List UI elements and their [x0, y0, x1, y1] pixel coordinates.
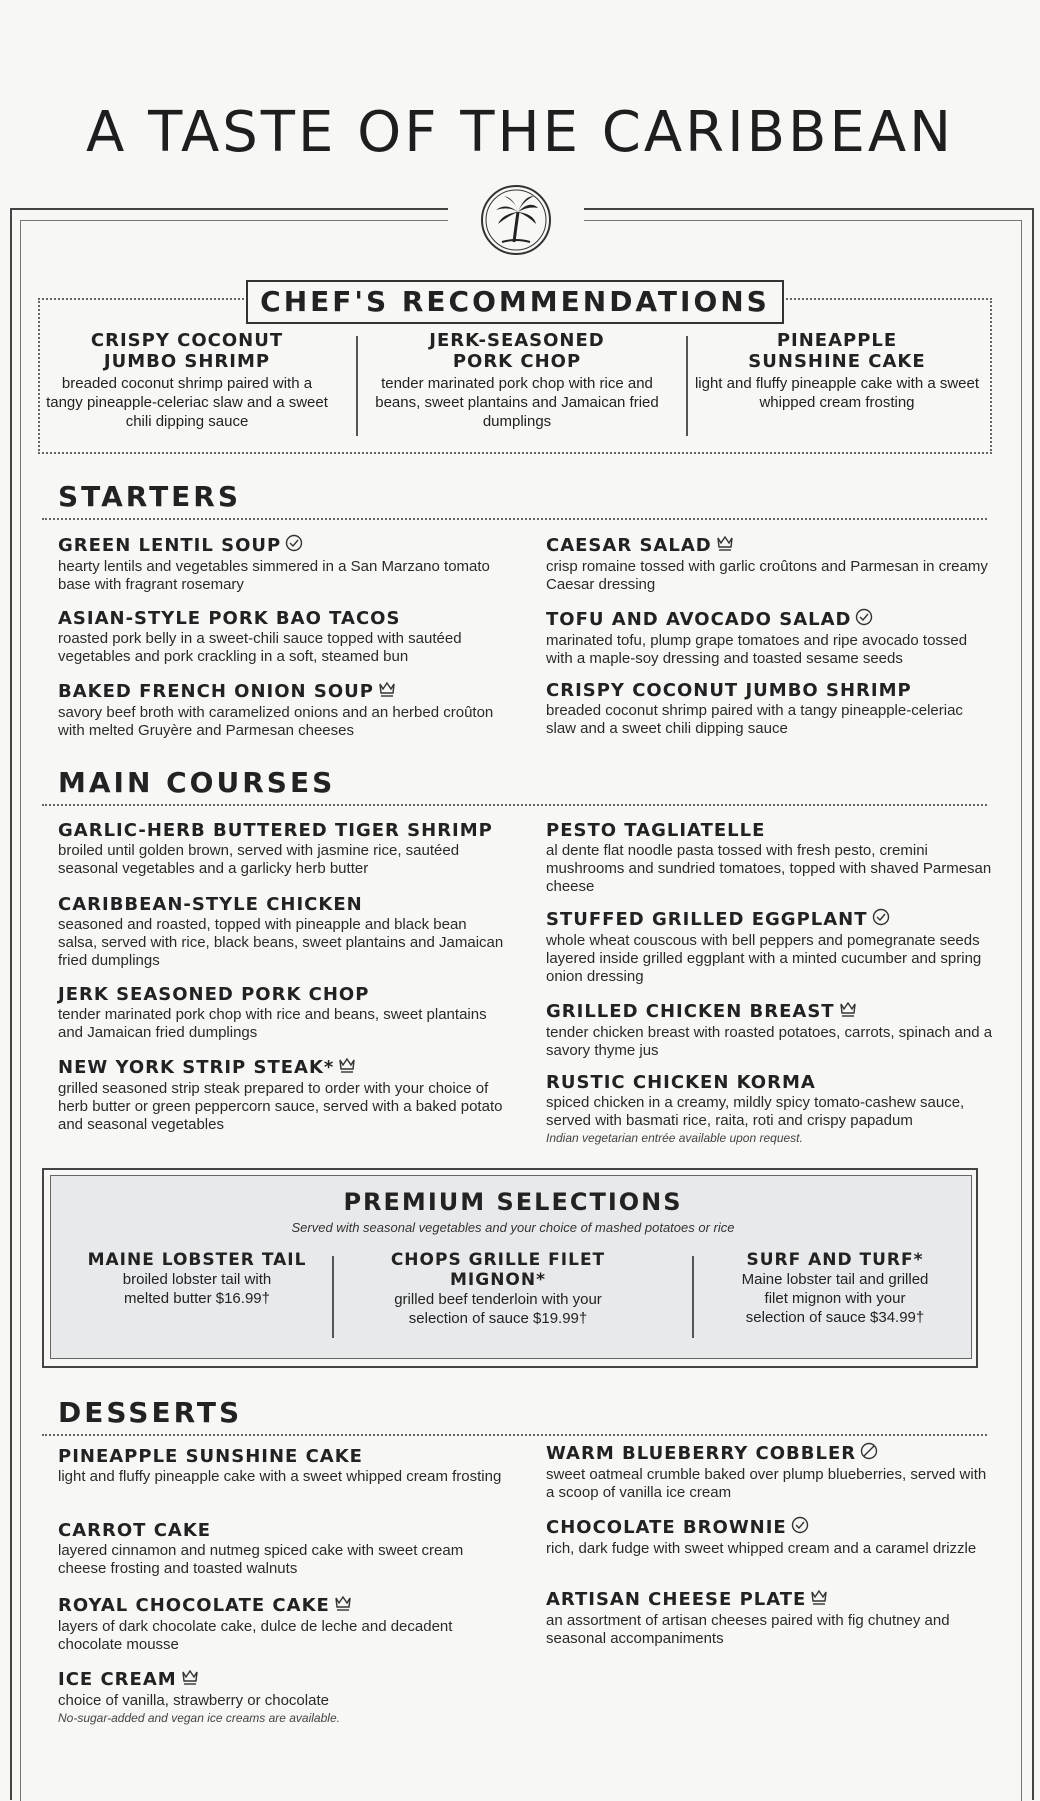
column-divider: [332, 1256, 334, 1338]
royal-classic-icon: [839, 1000, 857, 1024]
column-divider: [356, 336, 358, 436]
menu-item-desc: layers of dark chocolate cake, dulce de leche and decadent chocolate mousse: [58, 1618, 453, 1653]
menu-item-desc: savory beef broth with caramelized onions and an herbed croûton with melted Gruyère and Parmesan cheeses: [58, 704, 494, 739]
premium-heading: PREMIUM SELECTIONS: [343, 1188, 683, 1216]
menu-item-name: STUFFED GRILLED EGGPLANT: [546, 909, 868, 930]
premium-item-name: MAINE LOBSTER TAIL: [87, 1250, 307, 1270]
menu-item-name: GRILLED CHICKEN BREAST: [546, 1001, 835, 1022]
chef-item-name: PORK CHOP: [452, 351, 582, 372]
menu-item-desc: layered cinnamon and nutmeg spiced cake with sweet cream cheese frosting and toasted walnuts: [58, 1542, 464, 1577]
menu-item-name: JERK SEASONED PORK CHOP: [58, 984, 370, 1005]
menu-item: [58, 1446, 508, 1486]
royal-classic-icon: [334, 1594, 352, 1618]
menu-item: [546, 680, 996, 738]
menu-item-name: WARM BLUEBERRY COBBLER: [546, 1443, 857, 1464]
chef-item-desc: tender marinated pork chop with rice and beans, sweet plantains and Jamaican fried dumplings: [375, 375, 659, 430]
chef-item-name: JUMBO SHRIMP: [103, 351, 271, 372]
menu-item: [58, 1520, 508, 1578]
menu-item: [546, 1442, 996, 1502]
menu-item-name: CAESAR SALAD: [546, 535, 712, 556]
menu-item-desc: breaded coconut shrimp paired with a tangy pineapple-celeriac slaw and a sweet chili dipping sauce: [546, 702, 963, 737]
menu-item-desc: spiced chicken in a creamy, mildly spicy tomato-cashew sauce, served with basmati rice, raita, roti and crispy papadum: [546, 1094, 965, 1129]
starters-heading: STARTERS: [58, 480, 242, 513]
menu-item-name: GREEN LENTIL SOUP: [58, 535, 282, 556]
menu-item-desc: grilled seasoned strip steak prepared to order with your choice of herb butter or green peppercorn sauce, served with a baked potato and seasonal vegetables: [58, 1080, 503, 1133]
menu-item-name: NEW YORK STRIP STEAK*: [58, 1057, 335, 1078]
menu-item-desc: hearty lentils and vegetables simmered in a San Marzano tomato base with fragrant rosemary: [58, 558, 490, 593]
menu-item-name: CARROT CAKE: [58, 1520, 212, 1541]
vegetarian-icon: [872, 908, 890, 932]
main-courses-heading: MAIN COURSES: [58, 766, 336, 799]
menu-item-name: GARLIC-HERB BUTTERED TIGER SHRIMP: [58, 820, 493, 841]
menu-item-desc: whole wheat couscous with bell peppers and pomegranate seeds layered inside grilled eggplant with a minted cucumber and spring onion dressing: [546, 932, 982, 985]
menu-item-name: ROYAL CHOCOLATE CAKE: [58, 1595, 330, 1616]
menu-item-name: PINEAPPLE SUNSHINE CAKE: [58, 1446, 363, 1467]
menu-item: [546, 1516, 996, 1558]
premium-subheading: Served with seasonal vegetables and your choice of mashed potatoes or rice: [291, 1220, 735, 1235]
menu-item-name: ARTISAN CHEESE PLATE: [546, 1589, 807, 1610]
menu-item: [546, 1588, 996, 1648]
menu-item-note: No-sugar-added and vegan ice creams are available.: [58, 1711, 340, 1725]
menu-item-desc: broiled until golden brown, served with jasmine rice, sautéed seasonal vegetables and a garlicky herb butter: [58, 842, 460, 877]
menu-item-desc: tender chicken breast with roasted potatoes, carrots, spinach and a savory thyme jus: [546, 1024, 993, 1059]
chef-item: [372, 330, 662, 431]
menu-item-desc: tender marinated pork chop with rice and beans, sweet plantains and Jamaican fried dumplings: [58, 1006, 487, 1041]
vegetarian-icon: [285, 534, 303, 558]
chef-item: [42, 330, 332, 431]
menu-item-name: CHOCOLATE BROWNIE: [546, 1517, 787, 1538]
chef-item: [692, 330, 982, 412]
menu-item-desc: seasoned and roasted, topped with pineapple and black bean salsa, served with rice, black beans, sweet plantains and Jamaican fried dumplings: [58, 916, 504, 969]
premium-item-desc: broiled lobster tail with melted butter $16.99†: [122, 1271, 272, 1307]
column-divider: [686, 336, 688, 436]
menu-item-name: ICE CREAM: [58, 1669, 177, 1690]
menu-item: [546, 908, 996, 986]
menu-item-desc: crisp romaine tossed with garlic croûtons and Parmesan in creamy Caesar dressing: [546, 558, 988, 593]
menu-item-desc: marinated tofu, plump grape tomatoes and ripe avocado tossed with a maple-soy dressing and toasted sesame seeds: [546, 632, 968, 667]
chef-item-name: SUNSHINE CAKE: [748, 351, 926, 372]
chef-item-name: CRISPY COCONUT: [90, 330, 284, 351]
menu-item: [58, 680, 508, 740]
royal-classic-icon: [338, 1056, 356, 1080]
menu-item: [58, 984, 508, 1042]
menu-item: [546, 608, 996, 668]
premium-item-desc: grilled beef tenderloin with your selection of sauce $19.99†: [394, 1291, 602, 1327]
section-divider: [42, 1434, 987, 1436]
palm-tree-icon: [478, 182, 554, 258]
menu-item: [58, 1056, 508, 1134]
royal-classic-icon: [810, 1588, 828, 1612]
menu-item-desc: roasted pork belly in a sweet-chili sauce topped with sautéed vegetables and pork crackling in a soft, steamed bun: [58, 630, 462, 665]
section-divider: [42, 804, 987, 806]
menu-item: [58, 534, 508, 594]
menu-item: [58, 820, 508, 878]
menu-item-desc: an assortment of artisan cheeses paired with fig chutney and seasonal accompaniments: [546, 1612, 950, 1647]
menu-item: [58, 894, 508, 970]
menu-item-desc: al dente flat noodle pasta tossed with fresh pesto, cremini mushrooms and sundried tomatoes, topped with shaved Parmesan cheese: [546, 842, 992, 895]
royal-classic-icon: [181, 1668, 199, 1692]
menu-item-name: BAKED FRENCH ONION SOUP: [58, 681, 374, 702]
chef-item-desc: breaded coconut shrimp paired with a tangy pineapple-celeriac slaw and a sweet chili dipping sauce: [46, 375, 328, 430]
menu-item-name: ASIAN-STYLE PORK BAO TACOS: [58, 608, 401, 629]
premium-item-name: SURF AND TURF*: [746, 1250, 924, 1270]
section-divider: [42, 518, 987, 520]
menu-item-desc: light and fluffy pineapple cake with a sweet whipped cream frosting: [58, 1468, 502, 1485]
menu-item-name: CRISPY COCONUT JUMBO SHRIMP: [546, 680, 912, 701]
menu-title: A TASTE OF THE CARIBBEAN: [85, 100, 955, 165]
menu-item: [58, 608, 508, 666]
chef-item-desc: light and fluffy pineapple cake with a sweet whipped cream frosting: [694, 375, 980, 411]
menu-item: [546, 1000, 996, 1060]
chef-item-name: PINEAPPLE: [776, 330, 898, 351]
desserts-heading: DESSERTS: [58, 1396, 243, 1429]
royal-classic-icon: [716, 534, 734, 558]
vegan-icon: [860, 1442, 878, 1466]
chef-recommendations-heading: CHEF'S RECOMMENDATIONS: [246, 280, 784, 324]
chef-item-name: JERK-SEASONED: [429, 330, 605, 351]
menu-item-desc: choice of vanilla, strawberry or chocolate: [58, 1692, 329, 1709]
column-divider: [692, 1256, 694, 1338]
royal-classic-icon: [378, 680, 396, 704]
menu-item: [546, 820, 996, 896]
menu-item: [58, 1594, 508, 1654]
menu-item-desc: sweet oatmeal crumble baked over plump blueberries, served with a scoop of vanilla ice cream: [546, 1466, 987, 1501]
premium-item-desc: Maine lobster tail and grilled filet mignon with your selection of sauce $34.99†: [741, 1271, 929, 1326]
menu-item: [546, 534, 996, 594]
menu-item-name: CARIBBEAN-STYLE CHICKEN: [58, 894, 363, 915]
premium-item: [62, 1250, 332, 1308]
premium-item: [700, 1250, 970, 1327]
menu-item-desc: rich, dark fudge with sweet whipped cream and a caramel drizzle: [546, 1540, 977, 1557]
menu-item-name: PESTO TAGLIATELLE: [546, 820, 766, 841]
vegetarian-icon: [791, 1516, 809, 1540]
premium-item: [348, 1250, 648, 1328]
menu-item: [546, 1072, 996, 1146]
vegetarian-icon: [855, 608, 873, 632]
menu-item: [58, 1668, 508, 1726]
menu-item-name: TOFU AND AVOCADO SALAD: [546, 609, 852, 630]
premium-item-name: CHOPS GRILLE FILET MIGNON*: [390, 1250, 606, 1290]
menu-item-name: RUSTIC CHICKEN KORMA: [546, 1072, 816, 1093]
menu-item-note: Indian vegetarian entrée available upon request.: [546, 1131, 803, 1145]
